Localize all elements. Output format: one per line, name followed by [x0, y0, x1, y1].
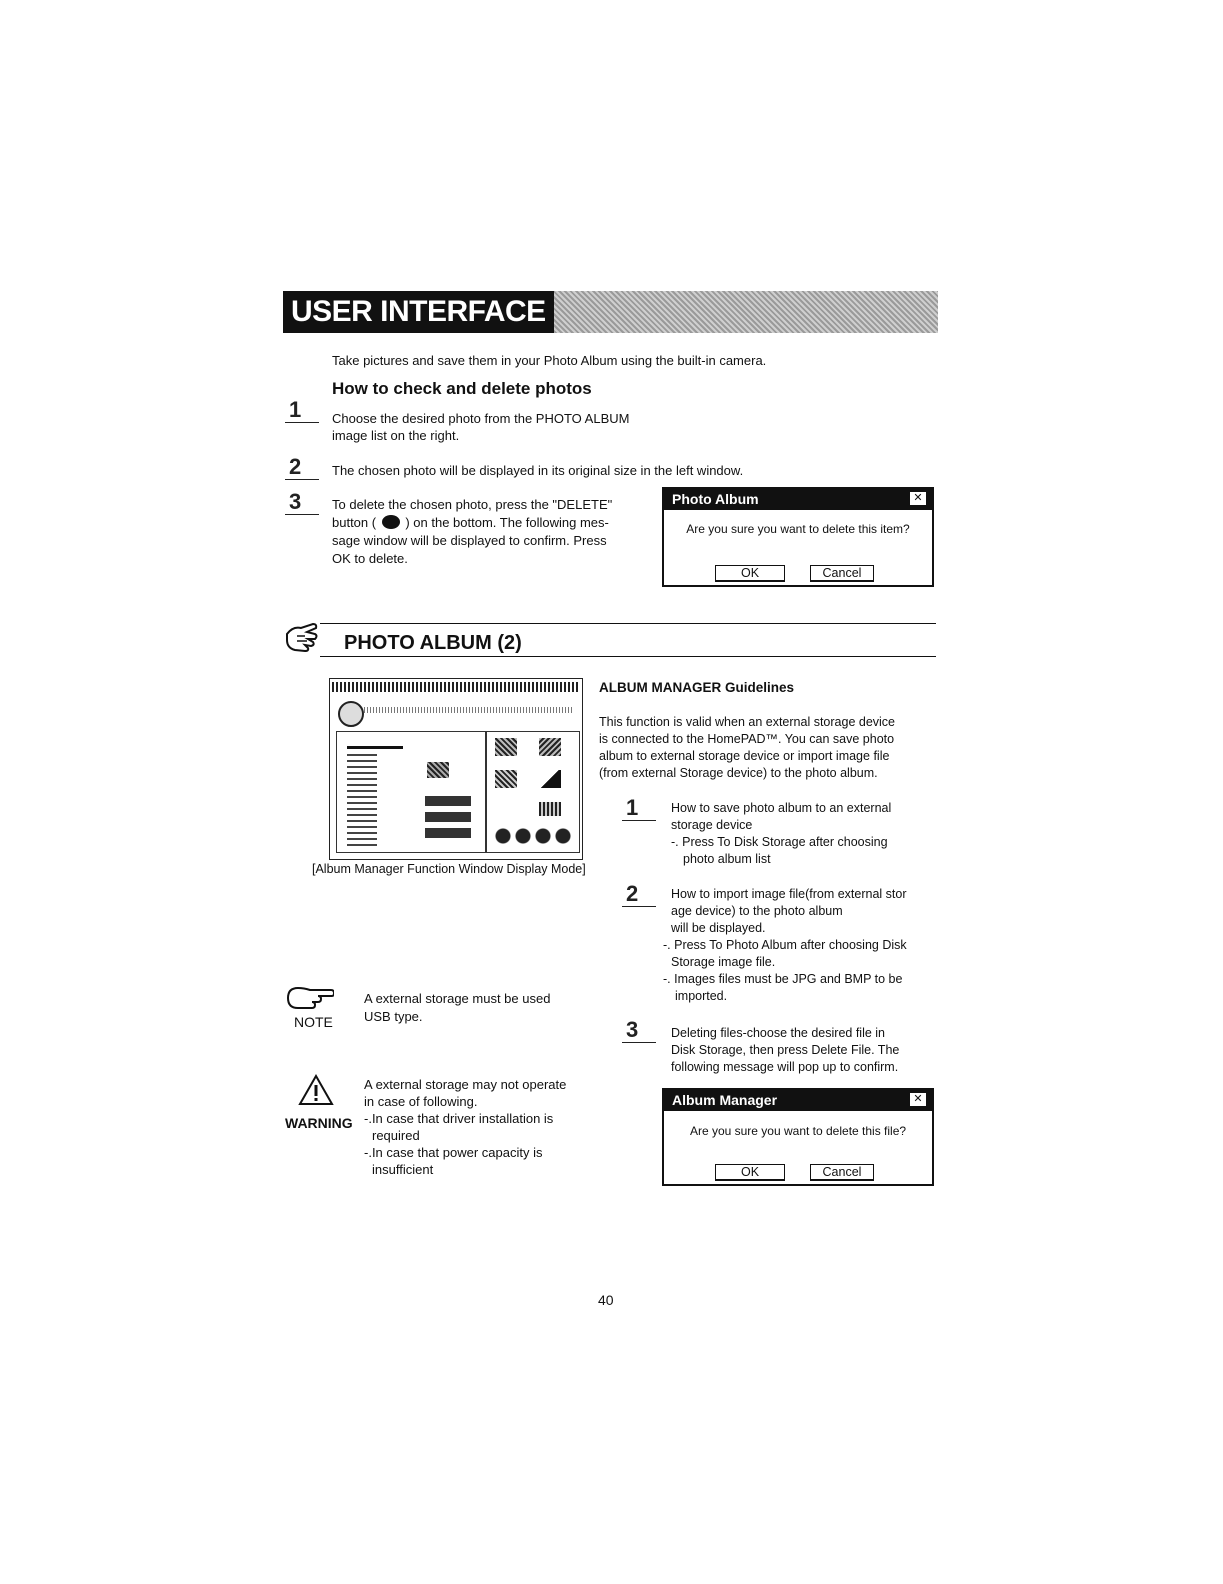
dialog-titlebar	[664, 489, 932, 510]
screenshot-button	[425, 796, 471, 806]
page-number: 40	[598, 1292, 614, 1308]
step-number: 3	[285, 490, 319, 515]
screenshot-round-buttons	[493, 828, 573, 844]
step-line: How to import image file(from external stor	[671, 887, 907, 901]
guidelines-heading: ALBUM MANAGER Guidelines	[599, 680, 795, 695]
step-line: -. Press To Photo Album after choosing Disk	[663, 938, 907, 952]
step-line: will be displayed.	[671, 921, 766, 935]
screenshot-right-panel	[486, 731, 580, 853]
step-line: image list on the right.	[332, 428, 460, 443]
step-line: Disk Storage, then press Delete File. The	[671, 1043, 900, 1057]
guidelines-intro	[599, 714, 895, 782]
delete-button-icon	[382, 515, 400, 529]
note-text	[364, 990, 550, 1026]
step-line: How to save photo album to an external	[671, 801, 892, 815]
note-label: NOTE	[294, 1014, 333, 1030]
step-text	[663, 886, 907, 1005]
step-number: 2	[285, 455, 319, 480]
screenshot-menu	[364, 707, 574, 713]
step-line: storage device	[671, 818, 753, 832]
step-line: following message will pop up to confirm.	[671, 1060, 899, 1074]
warning-line: -.In case that power capacity is	[364, 1145, 543, 1160]
section-rule-top	[320, 623, 936, 624]
dialog-title: Photo Album	[672, 491, 759, 507]
photo-album-dialog	[662, 487, 934, 587]
ok-button[interactable]: OK	[715, 1164, 785, 1181]
step-line: -. Press To Disk Storage after choosing	[671, 835, 888, 849]
step-line-part: ) on the bottom. The following mes-	[405, 515, 609, 530]
step-number: 3	[622, 1018, 656, 1043]
step-line: OK to delete.	[332, 551, 408, 566]
intro-line: album to external storage device or import image file	[599, 749, 890, 763]
section-title: PHOTO ALBUM (2)	[344, 632, 522, 654]
thumbnail-caption: [Album Manager Function Window Display Mode]	[312, 862, 586, 876]
step-line: age device) to the photo album	[671, 904, 843, 918]
screenshot-logo	[338, 701, 364, 727]
screenshot-photo	[539, 770, 561, 788]
warning-line: -.In case that driver installation is	[364, 1111, 554, 1126]
section-rule-bottom	[320, 656, 936, 657]
step-text	[332, 410, 629, 444]
step-text	[332, 496, 612, 568]
screenshot-file-list	[347, 754, 377, 846]
step-line: Choose the desired photo from the PHOTO ALBUM	[332, 411, 630, 426]
step-number: 1	[622, 796, 656, 821]
dialog-message: Are you sure you want to delete this file?	[689, 1124, 907, 1138]
pointing-hand-icon	[283, 620, 321, 665]
warning-label: WARNING	[285, 1115, 353, 1131]
screenshot-button	[425, 828, 471, 838]
intro-line: This function is valid when an external storage device	[599, 715, 895, 729]
step-text: The chosen photo will be displayed in its original size in the left window.	[332, 463, 744, 478]
step-line: sage window will be displayed to confirm. Press	[332, 533, 607, 548]
warning-line: insufficient	[372, 1162, 434, 1177]
dialog-message: Are you sure you want to delete this item?	[686, 522, 910, 536]
warning-text	[364, 1076, 566, 1178]
close-x-icon[interactable]: ✕	[910, 1093, 926, 1106]
cancel-button[interactable]: Cancel	[810, 1164, 874, 1181]
close-x-icon[interactable]: ✕	[910, 492, 926, 505]
step-line-part: button (	[332, 515, 377, 530]
banner-title: USER INTERFACE	[283, 291, 554, 333]
screenshot-titlebar	[332, 682, 578, 692]
intro-text: Take pictures and save them in your Photo Album using the built-in camera.	[332, 353, 767, 368]
step-text	[671, 800, 891, 868]
check-delete-heading: How to check and delete photos	[332, 379, 592, 398]
note-line: A external storage must be used	[364, 991, 551, 1006]
step-line: To delete the chosen photo, press the "DELETE"	[332, 497, 613, 512]
warning-line: A external storage may not operate	[364, 1077, 567, 1092]
screenshot-photo	[495, 738, 517, 756]
screenshot-list-header	[347, 746, 403, 749]
step-text	[671, 1025, 899, 1076]
dialog-title: Album Manager	[672, 1092, 778, 1108]
step-line: photo album list	[683, 852, 771, 866]
step-number: 2	[622, 882, 656, 907]
screenshot-left-panel	[336, 731, 486, 853]
step-line: Deleting files-choose the desired file in	[671, 1026, 886, 1040]
step-line: -. Images files must be JPG and BMP to be	[663, 972, 903, 986]
ok-button[interactable]: OK	[715, 565, 785, 582]
note-line: USB type.	[364, 1009, 423, 1024]
screenshot-button	[425, 812, 471, 822]
album-manager-screenshot	[329, 678, 583, 860]
screenshot-photo	[539, 802, 561, 816]
step-line: Storage image file.	[671, 955, 776, 969]
intro-line: (from external Storage device) to the photo album.	[599, 766, 878, 780]
step-line: imported.	[675, 989, 728, 1003]
step-line	[332, 514, 612, 532]
album-manager-dialog	[662, 1088, 934, 1186]
warning-line: required	[372, 1128, 420, 1143]
warning-triangle-icon	[298, 1074, 334, 1111]
intro-line: is connected to the HomePAD™. You can save photo	[599, 732, 895, 746]
warning-line: in case of following.	[364, 1094, 478, 1109]
screenshot-photo	[539, 738, 561, 756]
dialog-titlebar	[664, 1090, 932, 1111]
screenshot-photo	[495, 770, 517, 788]
screenshot-preview	[427, 762, 449, 778]
step-number: 1	[285, 398, 319, 423]
cancel-button[interactable]: Cancel	[810, 565, 874, 582]
